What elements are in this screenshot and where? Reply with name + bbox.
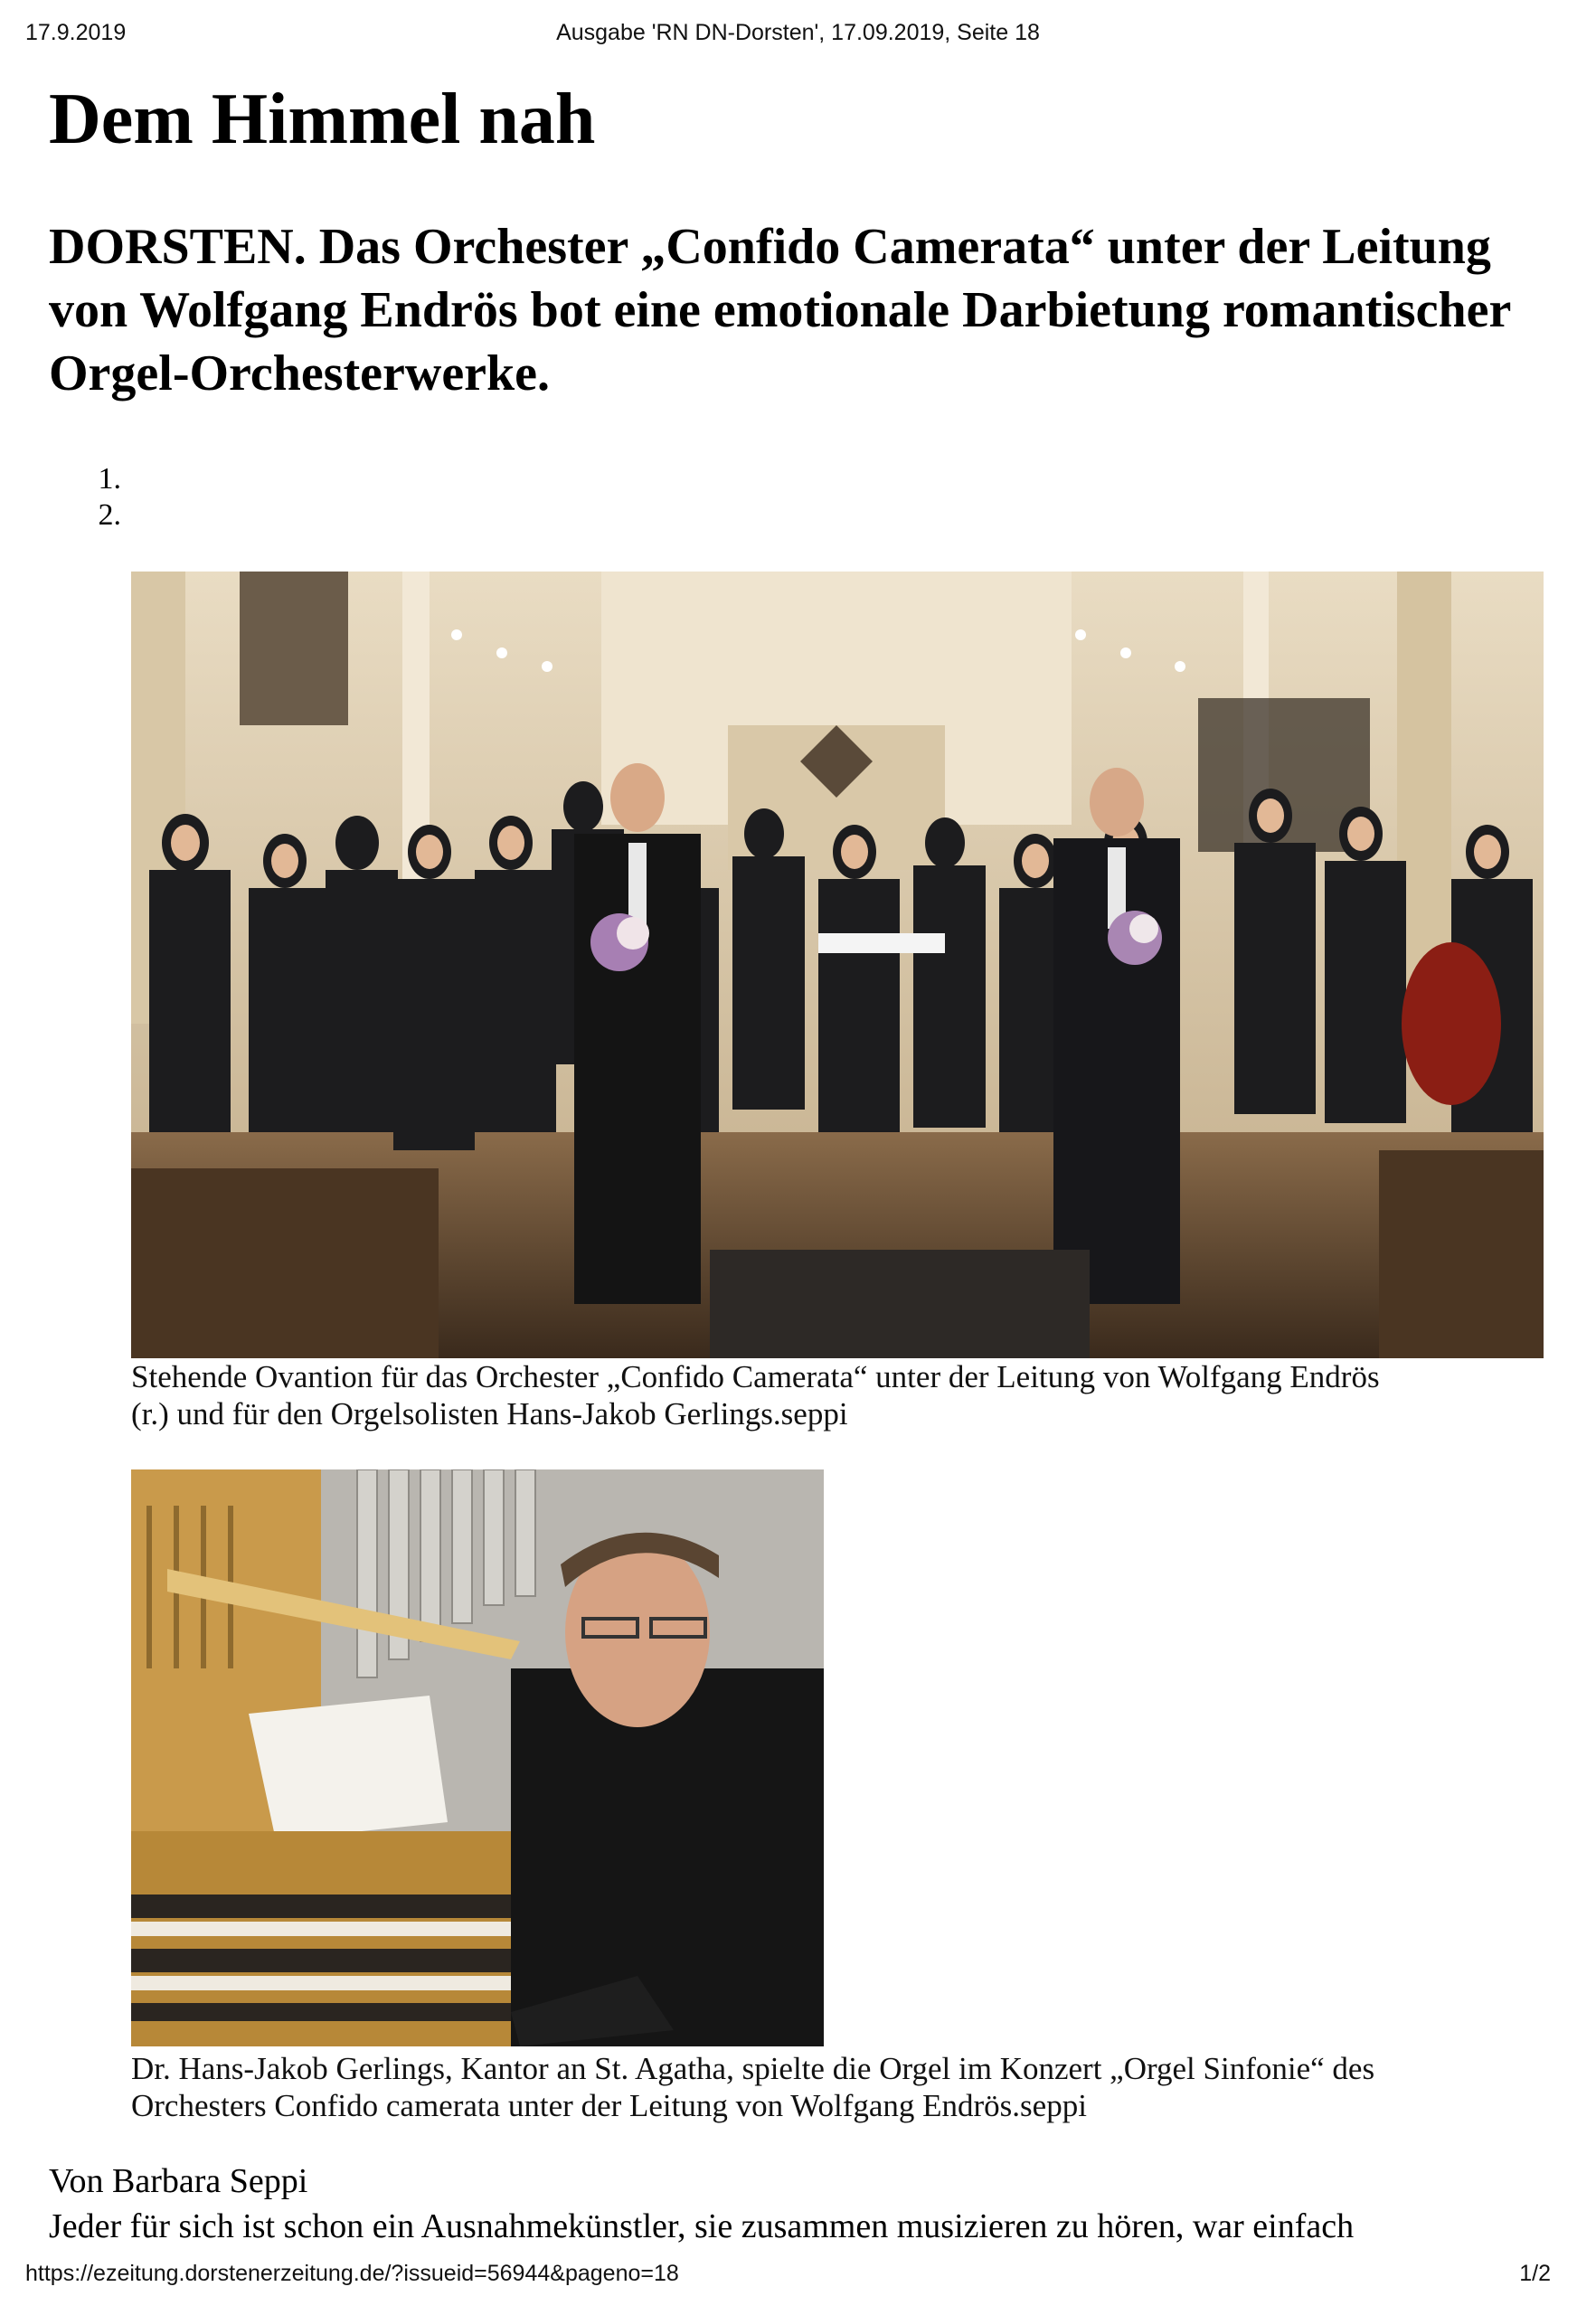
orchestra-photo bbox=[131, 572, 1544, 1358]
print-page-number: 1/2 bbox=[1519, 2261, 1551, 2286]
orchestra-photo-caption: Stehende Ovantion für das Orchester „Confido Camerata“ unter der Leitung von Wolfgang Endrös (r.) und für den Orgelsolisten Hans-Jakob Gerlings.seppi bbox=[131, 1359, 1380, 1432]
orchestra-photo-image bbox=[131, 572, 1544, 1358]
print-date: 17.9.2019 bbox=[25, 20, 127, 45]
list-number-2: 2. bbox=[98, 498, 121, 532]
organist-photo bbox=[131, 1469, 824, 2046]
organist-photo-image bbox=[131, 1469, 824, 2046]
photo-list bbox=[49, 461, 121, 534]
print-header bbox=[0, 20, 1596, 51]
print-edition: Ausgabe 'RN DN-Dorsten', 17.09.2019, Seite 18 bbox=[556, 20, 1040, 45]
organist-photo-caption: Dr. Hans-Jakob Gerlings, Kantor an St. Agatha, spielte die Orgel im Konzert „Orgel Sinfonie“ des Orchesters Confido camerata unter der Leitung von Wolfgang Endrös.seppi bbox=[131, 2051, 1375, 2123]
article-subheadline: DORSTEN. Das Orchester „Confido Camerata“ unter der Leitung von Wolfgang Endrös bot eine emotionale Darbietung romantischer Orgel-Orchesterwerke. bbox=[49, 219, 1511, 402]
list-number-1: 1. bbox=[98, 462, 121, 496]
article-body: Jeder für sich ist schon ein Ausnahmekünstler, sie zusammen musizieren zu hören, war einfach bbox=[49, 2207, 1355, 2245]
print-url: https://ezeitung.dorstenerzeitung.de/?issueid=56944&pageno=18 bbox=[25, 2261, 679, 2286]
print-footer bbox=[0, 2261, 1596, 2291]
article-headline: Dem Himmel nah bbox=[49, 80, 596, 159]
article-byline: Von Barbara Seppi bbox=[49, 2162, 308, 2200]
